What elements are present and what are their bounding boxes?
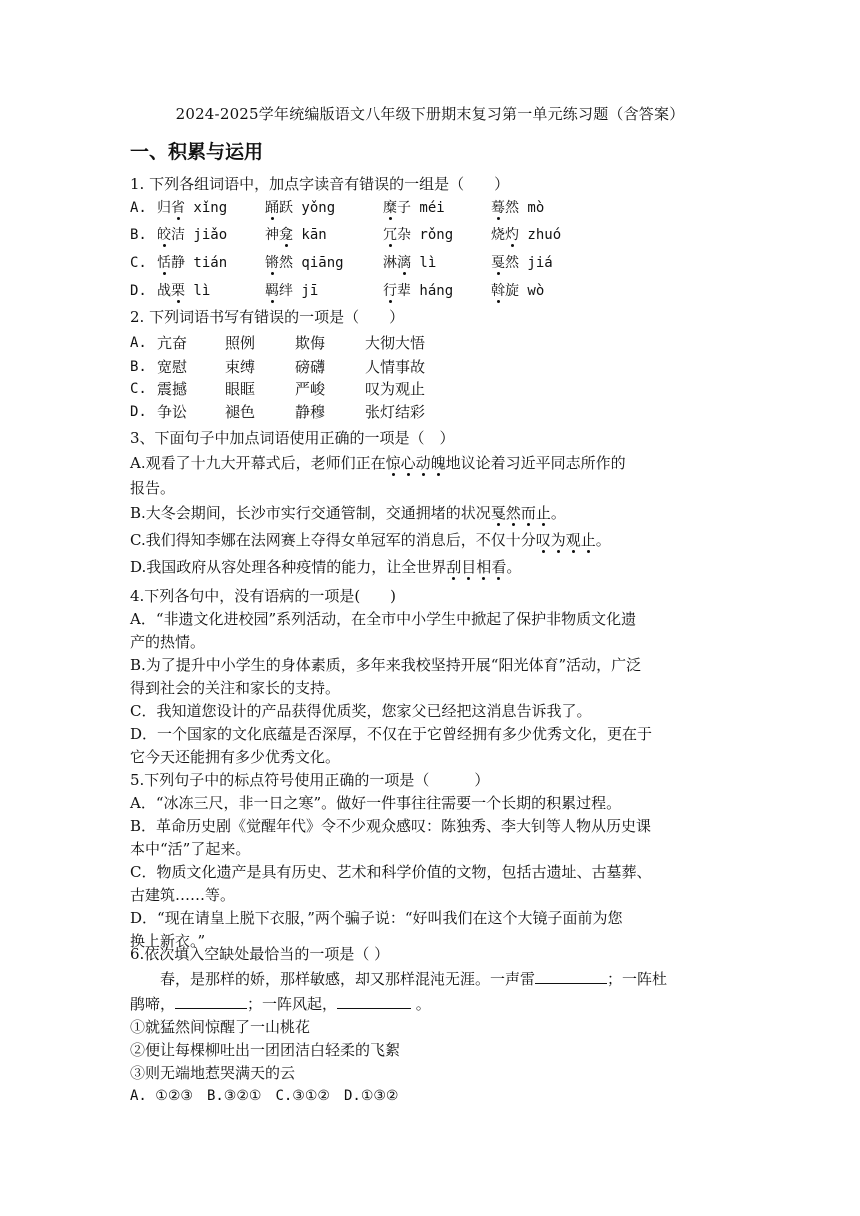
dotted-char: 刮 [446, 558, 462, 576]
dotted-char: 然 [505, 504, 521, 522]
q3-d-pre: D.我国政府从容处理各种疫情的能力，让全世界 [130, 558, 447, 576]
q2-word: 欺侮 [295, 334, 326, 352]
q6-stem: 6.依次填入空缺处最恰当的一项是（ ） [130, 945, 390, 963]
q1-word: 烧灼 zhuó [491, 227, 562, 243]
dotted-char: 动 [415, 454, 431, 472]
option-letter: D. [130, 283, 147, 299]
q6-passage-line1 [130, 969, 667, 989]
dotted-char: 糜 [383, 200, 397, 216]
option-letter: C. [130, 381, 147, 397]
q1-word: 归省 xǐng [157, 200, 228, 216]
q2-word: 争讼 [157, 403, 188, 421]
dotted-char: 灼 [505, 227, 519, 243]
q4-line: D．一个国家的文化底蕴是否深厚，不仅在于它曾经拥有多少优秀文化，更在于 [130, 725, 653, 743]
q3-b-post: 。 [550, 504, 566, 522]
q5-line: 5.下列句子中的标点符号使用正确的一项是（ ） [130, 771, 490, 789]
q3-a-dotted [386, 454, 446, 472]
q2-stem: 2. 下列词语书写有错误的一项是（ ） [130, 308, 405, 326]
q4-line: 它今天还能拥有多少优秀文化。 [130, 748, 341, 766]
dotted-char: 行 [383, 283, 397, 299]
dotted-char: 锵 [265, 255, 279, 271]
q3-option-a-cont: 报告。 [130, 479, 176, 497]
dotted-char: 龛 [279, 227, 293, 243]
q3-a-post: 地议论着习近平同志所作的 [445, 454, 626, 472]
q3-option-d [130, 557, 521, 577]
q1-word: 淋漓 lì [383, 255, 437, 271]
q1-word: 蓦然 mò [491, 200, 545, 216]
q1-word: 锵然 qiāng [265, 255, 344, 271]
q1-word: 斡旋 wò [491, 283, 545, 299]
q2-word: 严峻 [295, 380, 326, 398]
dotted-char: 省 [171, 200, 185, 216]
q6-blank-2[interactable] [175, 994, 247, 1009]
dotted-char: 羁 [265, 283, 279, 299]
q5-line: D．“现在请皇上脱下衣服，”两个骗子说：“好叫我们在这个大镜子面前为您 [130, 909, 623, 927]
q3-c-dotted [536, 531, 596, 549]
q3-d-post: 。 [506, 558, 522, 576]
dotted-char: 恬 [157, 255, 171, 271]
q6-p2-mid: ；一阵风起， [247, 995, 338, 1013]
q2-word: 眼眶 [225, 380, 256, 398]
q6-p1-post: ；一阵杜 [607, 970, 668, 988]
q1-word: 冗杂 rǒng [383, 227, 454, 243]
q1-word: 羁绊 jī [265, 283, 319, 299]
q3-a-pre: A.观看了十九大开幕式后，老师们正在 [130, 454, 386, 472]
q1-word: 戛然 jiá [491, 255, 553, 271]
q2-word: 大彻大悟 [365, 334, 426, 352]
q1-word: 行辈 háng [383, 283, 454, 299]
q6-passage-line2 [130, 994, 431, 1014]
q2-word: 束缚 [225, 358, 256, 376]
q5-line: 本中“活”了起来。 [130, 840, 251, 858]
section-heading: 一、积累与运用 [130, 141, 264, 163]
q6-answers: A. ①②③ B.③②① C.③①② D.①③② [130, 1088, 399, 1104]
q3-stem: 3、下面句子中加点词语使用正确的一项是（ ） [130, 429, 455, 447]
dotted-char: 戛 [491, 255, 505, 271]
q4-line: C．我知道您设计的产品获得优质奖，您家父已经把这消息告诉我了。 [130, 702, 592, 720]
q4-line: A．“非遗文化进校园”系列活动，在全市中小学生中掀起了保护非物质文化遗 [130, 610, 637, 628]
q4-line: 得到社会的关注和家长的支持。 [130, 679, 341, 697]
dotted-char: 看 [491, 558, 507, 576]
q2-word: 亢奋 [157, 334, 188, 352]
q6-option-2: ②便让每棵柳吐出一团团洁白轻柔的飞絮 [130, 1041, 401, 1059]
dotted-char: 皎 [157, 227, 171, 243]
q1-word: 皎洁 jiǎo [157, 227, 228, 243]
dotted-char: 而 [520, 504, 536, 522]
dotted-char: 止 [535, 504, 551, 522]
q1-word: 踊跃 yǒng [265, 200, 336, 216]
q3-c-pre: C.我们得知李娜在法网赛上夺得女单冠军的消息后，不仅十分 [130, 531, 536, 549]
q2-word: 褪色 [225, 403, 256, 421]
q6-option-3: ③则无端地惹哭满天的云 [130, 1064, 296, 1082]
option-letter: A. [130, 335, 147, 351]
q2-word: 叹为观止 [365, 380, 426, 398]
dotted-char: 斡 [491, 283, 505, 299]
q2-word: 照例 [225, 334, 256, 352]
q5-line: 古建筑……等。 [130, 886, 236, 904]
q2-word: 宽慰 [157, 358, 188, 376]
option-letter: D. [130, 404, 147, 420]
option-letter: B. [130, 227, 147, 243]
q3-option-a [130, 453, 626, 473]
q2-word: 震撼 [157, 380, 188, 398]
q1-word: 糜子 méi [383, 200, 445, 216]
dotted-char: 为 [550, 531, 566, 549]
q5-line: C．物质文化遗产是具有历史、艺术和科学价值的文物，包括古遗址、古墓葬、 [130, 863, 652, 881]
dotted-char: 目 [461, 558, 477, 576]
q6-blank-3[interactable] [337, 994, 411, 1009]
q4-line: 产的热情。 [130, 633, 206, 651]
q1-stem: 1. 下列各组词语中，加点字读音有错误的一组是（ ） [130, 175, 510, 193]
dotted-char: 叹 [535, 531, 551, 549]
dotted-char: 栗 [171, 283, 185, 299]
q3-option-b [130, 503, 566, 523]
dotted-char: 魄 [430, 454, 446, 472]
dotted-char: 惊 [385, 454, 401, 472]
q4-line: B.为了提升中小学生的身体素质，多年来我校坚持开展“阳光体育”活动，广泛 [130, 656, 642, 674]
q3-b-pre: B.大冬会期间，长沙市实行交通管制，交通拥堵的状况 [130, 504, 491, 522]
option-letter: A. [130, 200, 147, 216]
option-letter: C. [130, 255, 147, 271]
option-letter: B. [130, 359, 147, 375]
q3-option-c [130, 530, 611, 550]
q3-b-dotted [491, 504, 551, 522]
q6-p2-pre: 鹃啼， [130, 995, 176, 1013]
q1-word: 神龛 kān [265, 227, 327, 243]
q6-option-1: ①就猛然间惊醒了一山桃花 [130, 1018, 311, 1036]
document-title: 2024-2025学年统编版语文八年级下册期末复习第一单元练习题（含答案） [175, 105, 685, 123]
q6-blank-1[interactable] [535, 969, 607, 984]
dotted-char: 踊 [265, 200, 279, 216]
q2-word: 人情事故 [365, 358, 426, 376]
q6-p2-post: 。 [411, 995, 431, 1013]
dotted-char: 漓 [397, 255, 411, 271]
dotted-char: 冗 [383, 227, 397, 243]
q5-line: A．“冰冻三尺，非一日之寒”。做好一件事往往需要一个长期的积累过程。 [130, 794, 622, 812]
q1-word: 恬静 tián [157, 255, 228, 271]
q3-d-dotted [446, 558, 506, 576]
q2-word: 磅礴 [295, 358, 326, 376]
q2-word: 静穆 [295, 403, 326, 421]
q2-word: 张灯结彩 [365, 403, 426, 421]
dotted-char: 戛 [490, 504, 506, 522]
dotted-char: 相 [476, 558, 492, 576]
q4-line: 4.下列各句中，没有语病的一项是( ) [130, 587, 397, 605]
dotted-char: 蓦 [491, 200, 505, 216]
dotted-char: 观 [565, 531, 581, 549]
q3-c-post: 。 [595, 531, 611, 549]
dotted-char: 心 [400, 454, 416, 472]
dotted-char: 止 [580, 531, 596, 549]
q5-line: 换上新衣。” [130, 932, 206, 950]
q1-word: 战栗 lì [157, 283, 211, 299]
q6-p1-pre: 春，是那样的娇，那样敏感，却又那样混沌无涯。一声雷 [130, 970, 536, 988]
q5-line: B．革命历史剧《觉醒年代》令不少观众感叹：陈独秀、李大钊等人物从历史课 [130, 817, 652, 835]
